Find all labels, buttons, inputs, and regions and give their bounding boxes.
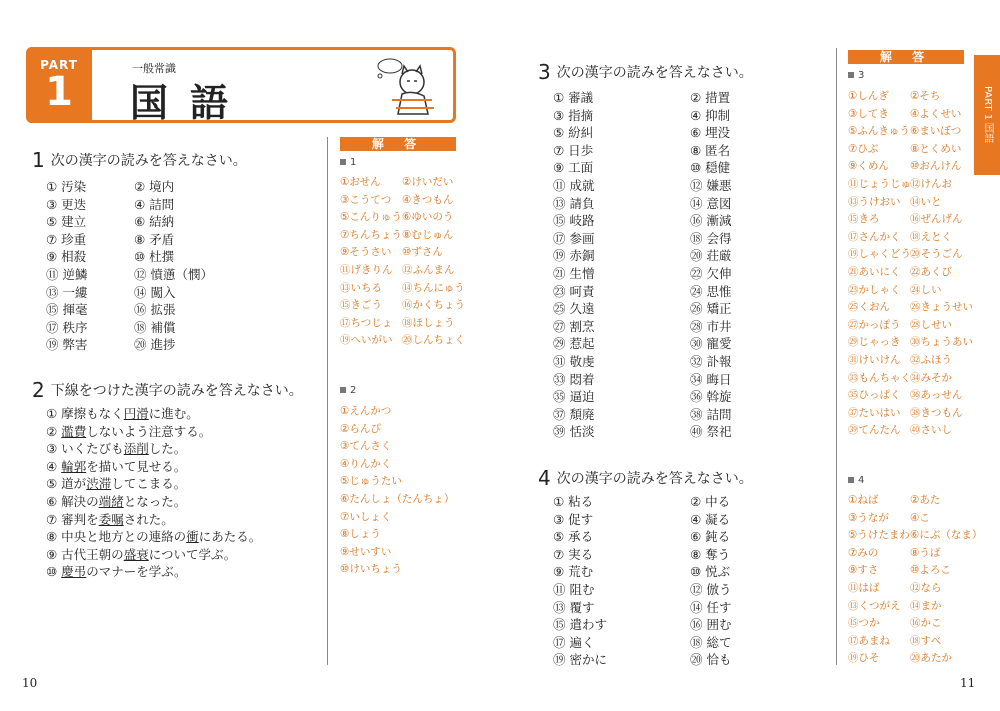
question-3-item: ㉞ 晦日 — [690, 371, 732, 387]
question-3-item: ㉕ 久遠 — [553, 301, 595, 317]
question-3-item: ⑪ 成就 — [553, 178, 595, 193]
answer-3-item: ㊱あっせん — [910, 389, 963, 402]
question-4-item: ⑦ 実る — [553, 546, 594, 562]
part-number: 1 — [45, 69, 73, 115]
answer-2-item: ⑥たんしょ（たんちょ） — [340, 493, 455, 505]
question-2-item-text: に進む。 — [148, 406, 199, 421]
question-2-item — [46, 404, 199, 422]
question-2-text: 下線をつけた漢字の読みを答えなさい。 — [50, 383, 303, 399]
question-2-item-text: してこまる。 — [111, 476, 187, 492]
answer-3-item: ⑨くめん — [848, 160, 889, 173]
answer-1-item: ⑮きごう — [340, 299, 382, 312]
underlined-kanji: 盛衰 — [123, 546, 149, 562]
question-3-item: ⑰ 参画 — [553, 230, 595, 246]
question-3-text: 次の漢字の読みを答えなさい。 — [556, 65, 753, 81]
answer-1-item: ②けいだい — [402, 176, 454, 188]
question-3-item: ㉔ 思惟 — [690, 283, 732, 299]
answer-3-item: ⑭いと — [910, 195, 942, 208]
question-4-item: ⑥ 鈍る — [690, 529, 731, 545]
answer-3-item: ⑧とくめい — [910, 142, 962, 155]
part-label: PART — [40, 58, 78, 72]
answer-3-item: ㉝もんちゃく — [848, 371, 911, 384]
answer-1-item: ⑲へいがい — [340, 334, 393, 347]
answer-2-item: ⑩けいちょう — [340, 563, 402, 576]
question-4-item: ⑫ 倣う — [690, 582, 732, 597]
question-2-item — [46, 457, 186, 475]
answer-3-item: ③してき — [848, 107, 889, 120]
answer-2-item: ②らんぴ — [340, 422, 381, 435]
question-4-item: ⑪ 阻む — [553, 582, 595, 597]
question-4-item: ⑳ 恰も — [690, 652, 732, 668]
question-1-item: ③ 更迭 — [46, 196, 87, 212]
question-3-item: ㊳ 詰問 — [690, 406, 732, 422]
left-divider — [327, 137, 328, 665]
question-3-item: ㊵ 祭祀 — [690, 424, 732, 440]
answer-3-item: ㉖きょうせい — [910, 301, 973, 314]
question-1-item: ④ 詰問 — [134, 196, 175, 212]
question-2-item-text: された。 — [123, 511, 174, 527]
question-2-item-text: しないよう注意する。 — [86, 423, 212, 439]
answer-section-1-label: 1 — [340, 157, 356, 168]
question-3-item: ⑲ 赤銅 — [553, 248, 595, 264]
question-1-item: ⑭ 闖入 — [134, 284, 176, 300]
answer-4-item: ⑳あたか — [910, 652, 952, 665]
answer-2-item: ④りんかく — [340, 457, 392, 470]
question-2-item — [46, 439, 186, 457]
answer-3-item: ㉗かっぽう — [848, 318, 901, 331]
question-2-item-text: した。 — [148, 441, 187, 457]
question-4-item: ③ 促す — [553, 511, 594, 527]
answer-3-item: ⑰さんかく — [848, 230, 901, 243]
answer-1-item: ⑧むじゅん — [402, 228, 454, 241]
answer-4-item: ⑯かこ — [910, 617, 942, 630]
underlined-kanji: 添削 — [123, 441, 149, 457]
answer-3-item: ⑲しゃくどう — [848, 248, 911, 261]
question-3-item: ① 審議 — [553, 90, 594, 105]
question-1-item: ⑫ 憤懣（憫） — [134, 267, 213, 282]
answer-3-item: ㉑あいにく — [848, 266, 901, 278]
question-3-item: ⑤ 紛糾 — [553, 125, 594, 141]
answer-1-item: ③こうてつ — [340, 193, 392, 206]
question-3-item: ㉛ 敬虔 — [553, 354, 595, 369]
question-3-item: ㊴ 恬淡 — [553, 424, 595, 440]
underlined-kanji: 濫費 — [61, 423, 87, 439]
question-3-item: ㉜ 訃報 — [690, 354, 732, 369]
answer-2-item: ⑦いしょく — [340, 510, 392, 523]
underlined-kanji: 円滑 — [123, 406, 149, 421]
answer-4-item: ①ねば — [848, 494, 879, 506]
question-2-item-text: にあたる。 — [198, 529, 262, 545]
answer-4-item: ③うなが — [848, 511, 889, 524]
question-2-item-text: ⑩ — [46, 564, 62, 580]
question-3-item: ⑦ 日歩 — [553, 142, 594, 158]
question-4-item: ⑧ 奪う — [690, 546, 731, 562]
question-2-item — [46, 492, 186, 510]
question-2-item-text: を描いて見せる。 — [86, 458, 187, 474]
question-3-item: ⑮ 岐路 — [553, 213, 595, 229]
answer-3-item: ⑤ふんきゅう — [848, 125, 910, 138]
question-1-number: 1 — [32, 148, 45, 172]
answer-3-item: ㉔しい — [910, 283, 942, 296]
question-2-item-text: ⑤ 道が — [46, 476, 87, 492]
answer-1-item: ⑱ほしょう — [402, 316, 455, 329]
cat-illustration — [372, 56, 444, 118]
question-3-item: ④ 抑制 — [690, 107, 731, 123]
question-2-item-text: ① 摩擦もなく — [46, 406, 124, 421]
question-2-item — [46, 422, 211, 440]
answer-3-item: ㉜ふほう — [910, 354, 952, 366]
question-3-item: ⑧ 匿名 — [690, 142, 731, 158]
answer-3-item: ⑬うけおい — [848, 195, 901, 208]
question-1-item: ⑪ 逆鱗 — [46, 267, 88, 282]
question-4-item: ⑯ 囲む — [690, 617, 732, 633]
question-4-item: ⑤ 承る — [553, 529, 594, 545]
subject-category: 一般常識 — [132, 62, 176, 75]
answer-3-item: ㉕くおん — [848, 301, 890, 314]
question-2-item — [46, 562, 186, 580]
question-3-item: ㊲ 頽廃 — [553, 406, 595, 422]
question-2-item-text: ⑧ 中央と地方との連絡の — [46, 529, 187, 545]
underlined-kanji: 渋滞 — [86, 476, 112, 492]
question-2-item — [46, 527, 261, 545]
answer-1-item: ⑰ちつじょ — [340, 316, 393, 329]
subject-title: 国語 — [130, 81, 251, 125]
answer-4-item: ⑤うけたまわ — [848, 529, 910, 542]
question-3-item: ⑨ 工面 — [553, 160, 594, 176]
answer-4-item: ⑩よろこ — [910, 564, 951, 577]
answer-3-item: ⑳そうごん — [910, 248, 963, 261]
question-3-item: ㉑ 生憎 — [553, 266, 595, 281]
question-4-item: ⑨ 荒む — [553, 564, 594, 580]
question-1-title — [32, 148, 247, 172]
question-3-item: ㉟ 逼迫 — [553, 389, 595, 405]
question-1-item: ⑥ 結納 — [134, 214, 175, 230]
question-3-item: ㊱ 斡旋 — [690, 389, 732, 405]
question-3-item: ㉚ 寵愛 — [690, 336, 732, 352]
answer-3-item: ㉒あくび — [910, 266, 952, 278]
answer-3-item: ④よくせい — [910, 107, 962, 120]
answer-3-item: ⑫けんお — [910, 178, 952, 190]
question-2-item-text: ② — [46, 423, 62, 439]
answer-3-item: ㉞みそか — [910, 371, 952, 384]
answer-3-item: ⑩おんけん — [910, 160, 962, 173]
answer-1-item: ⑤こんりゅう — [340, 211, 402, 224]
question-3-item: ⑳ 荘厳 — [690, 248, 732, 264]
question-3-item: ② 措置 — [690, 90, 731, 105]
question-2-number: 2 — [32, 378, 45, 402]
question-1-item: ① 汚染 — [46, 179, 87, 194]
answer-4-item: ②あた — [910, 494, 941, 506]
answer-3-item: ㊲たいはい — [848, 406, 901, 419]
answer-4-item: ⑮つか — [848, 617, 880, 630]
question-1-item: ⑮ 揮毫 — [46, 302, 88, 318]
answer-1-item: ⑯かくちょう — [402, 299, 465, 312]
right-divider — [836, 48, 837, 665]
question-3-item: ㉙ 惹起 — [553, 336, 595, 352]
question-3-item: ⑱ 会得 — [690, 230, 732, 246]
answer-4-item: ⑧うば — [910, 546, 941, 559]
question-2-item-text: について学ぶ。 — [148, 546, 237, 562]
question-3-item: ⑥ 埋没 — [690, 125, 731, 141]
answer-3-item: ㊴てんたん — [848, 424, 901, 437]
question-2-item — [46, 474, 186, 492]
question-1-item: ⑩ 杜撰 — [134, 249, 175, 265]
answer-1-item: ⑬いちる — [340, 281, 382, 294]
answer-4-item: ⑰あまね — [848, 634, 890, 647]
page-number-right: 11 — [960, 676, 976, 690]
answer-4-item: ⑫なら — [910, 582, 942, 594]
question-1-item: ⑬ 一縷 — [46, 284, 88, 300]
answer-1-item: ④きつもん — [402, 193, 454, 206]
answer-4-item: ⑨すさ — [848, 564, 879, 577]
question-3-number: 3 — [538, 60, 551, 84]
question-3-item: ㉒ 欠伸 — [690, 266, 732, 281]
answer-3-item: ①しんぎ — [848, 90, 889, 102]
answer-4-item: ⑱すべ — [910, 634, 942, 647]
question-1-item: ⑤ 建立 — [46, 214, 87, 230]
answer-2-item: ⑧しょう — [340, 528, 381, 541]
question-2-item-text: ⑥ 解決の — [46, 494, 99, 509]
answer-1-item: ⑦ちんちょう — [340, 228, 402, 241]
answer-1-item: ⑪げきりん — [340, 264, 393, 276]
question-3-item: ㉖ 矯正 — [690, 301, 732, 317]
question-1-item: ② 境内 — [134, 179, 175, 194]
question-4-item: ⑩ 悦ぶ — [690, 564, 731, 580]
question-2-title — [32, 378, 303, 402]
answer-3-item: ⑪じょうじゅ — [848, 178, 911, 190]
answer-3-item: ⑥まいぼつ — [910, 125, 962, 138]
question-3-item: ⑭ 意図 — [690, 195, 732, 211]
question-3-item: ⑯ 漸減 — [690, 213, 732, 229]
answer-3-item: ⑮きろ — [848, 213, 880, 226]
underlined-kanji: 慶弔 — [61, 564, 87, 580]
answer-3-item: ⑱えとく — [910, 230, 952, 243]
underlined-kanji: 端緒 — [98, 494, 124, 509]
question-4-item: ⑱ 総て — [690, 634, 732, 650]
question-2-item-text: ④ — [46, 458, 62, 474]
question-1-item: ⑦ 珍重 — [46, 231, 87, 247]
question-4-item: ② 中る — [690, 494, 731, 509]
question-3-item: ㉘ 市井 — [690, 318, 732, 334]
question-4-number: 4 — [538, 466, 551, 490]
question-1-item: ⑯ 拡張 — [134, 302, 176, 318]
answer-1-item: ①おせん — [340, 176, 381, 188]
answer-2-item: ③てんさく — [340, 440, 392, 453]
question-3-item: ③ 指摘 — [553, 107, 594, 123]
question-4-item: ⑭ 任す — [690, 599, 732, 615]
question-4-item: ⑰ 遍く — [553, 634, 595, 650]
question-1-item: ⑱ 補償 — [134, 319, 176, 335]
question-3-title — [538, 60, 753, 84]
answer-4-item: ⑲ひそ — [848, 652, 880, 665]
answer-1-item: ⑩ずさん — [402, 246, 443, 259]
question-3-item: ⑩ 穏健 — [690, 160, 731, 176]
question-3-item: ㉗ 割烹 — [553, 318, 595, 334]
answer-2-item: ⑤じゅうたい — [340, 475, 402, 488]
answer-3-item: ㉚ちょうあい — [910, 336, 973, 349]
question-2-item — [46, 545, 236, 563]
question-1-item: ⑨ 相殺 — [46, 249, 87, 265]
answer-2-item: ⑨せいすい — [340, 545, 392, 558]
answer-3-item: ㉙じゃっき — [848, 336, 901, 349]
question-2-item-text: ⑦ 審判を — [46, 511, 99, 527]
answer-3-item: ㉘しせい — [910, 318, 952, 331]
answer-1-item: ⑳しんちょく — [402, 334, 465, 347]
answer-2-item: ①えんかつ — [340, 405, 392, 417]
answer-1-item: ⑫ふんまん — [402, 264, 455, 276]
question-3-item: ⑫ 嫌悪 — [690, 178, 732, 193]
underlined-kanji: 委嘱 — [98, 511, 124, 527]
answer-4-item: ⑥にぶ（なま） — [910, 529, 983, 542]
question-3-item: ⑬ 請負 — [553, 195, 595, 211]
question-1-text: 次の漢字の読みを答えなさい。 — [50, 153, 247, 169]
question-1-item: ⑲ 弊害 — [46, 337, 88, 353]
part-side-tab: PART 1 国語 — [974, 55, 1000, 175]
answer-3-item: ㉓かしゃく — [848, 283, 901, 296]
answer-3-item: ㉟ひっぱく — [848, 389, 901, 402]
answer-3-item: ⑦ひぶ — [848, 142, 879, 155]
answer-section-3-label: 3 — [848, 70, 864, 81]
answer-3-item: ㊳きつもん — [910, 406, 963, 419]
answer-section-2-label: 2 — [340, 385, 356, 396]
question-4-item: ④ 凝る — [690, 511, 731, 527]
question-2-item — [46, 510, 174, 528]
question-4-text: 次の漢字の読みを答えなさい。 — [556, 471, 753, 487]
question-3-item: ㉓ 呵責 — [553, 283, 595, 299]
answer-section-4-label: 4 — [848, 475, 864, 486]
question-1-item: ⑧ 矛盾 — [134, 231, 175, 247]
answer-4-item: ⑦みの — [848, 546, 879, 559]
question-2-item-text: となった。 — [123, 494, 187, 509]
answer-3-item: ②そち — [910, 90, 941, 102]
question-2-item-text: ③ いくたびも — [46, 441, 124, 457]
answer-1-item: ⑭ちんにゅう — [402, 281, 465, 294]
answer-3-item: ㉛けいけん — [848, 354, 901, 366]
question-2-item-text: ⑨ 古代王朝の — [46, 546, 124, 562]
answer-1-item: ⑥ゆいのう — [402, 211, 454, 224]
part-badge — [26, 47, 92, 123]
underlined-kanji: 輪郭 — [61, 458, 87, 474]
question-1-item: ⑰ 秩序 — [46, 319, 88, 335]
underlined-kanji: 衝 — [186, 529, 199, 545]
answer-3-item: ㊵さいし — [910, 424, 952, 437]
answer-4-item: ⑭まか — [910, 599, 942, 612]
answer-1-item: ⑨そうさい — [340, 246, 392, 259]
question-1-item: ⑳ 進捗 — [134, 337, 176, 353]
question-4-item: ⑮ 遣わす — [553, 617, 607, 633]
page-number-left: 10 — [22, 676, 38, 690]
question-4-item: ① 粘る — [553, 494, 594, 509]
answer-4-item: ⑬くつがえ — [848, 599, 901, 612]
question-4-item: ⑲ 密かに — [553, 652, 607, 668]
answers-heading-left: 解 答 — [340, 137, 456, 151]
question-3-item: ㉝ 悶着 — [553, 371, 595, 387]
answers-heading-right: 解 答 — [848, 50, 964, 64]
answer-4-item: ④こ — [910, 511, 930, 524]
answer-3-item: ⑯ぜんげん — [910, 213, 963, 226]
answer-4-item: ⑪はば — [848, 582, 880, 594]
question-4-item: ⑬ 覆す — [553, 599, 595, 615]
question-2-item-text: のマナーを学ぶ。 — [86, 564, 187, 580]
question-4-title — [538, 466, 753, 490]
